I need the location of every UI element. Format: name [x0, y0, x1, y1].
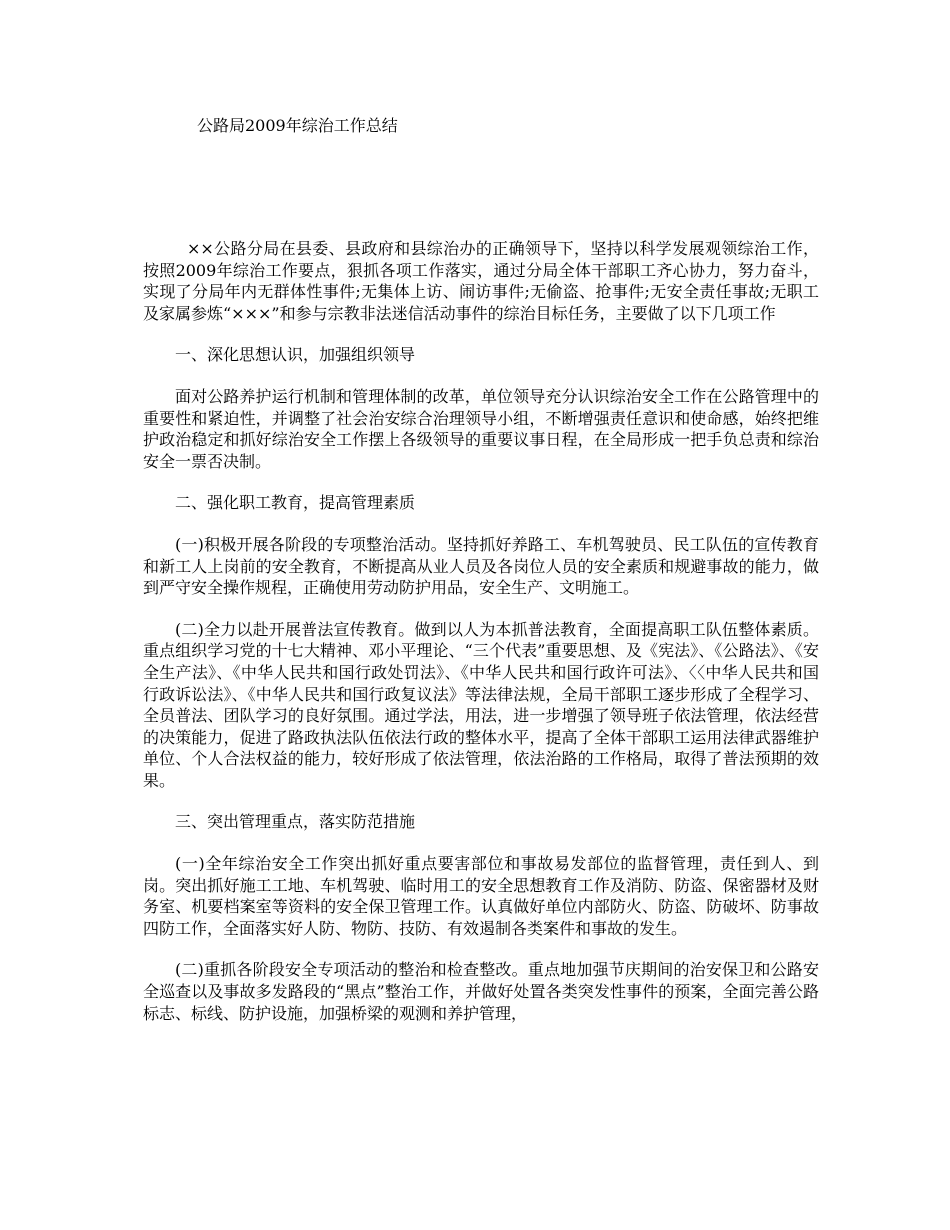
- section-3-paragraph-2: (二)重抓各阶段安全专项活动的整治和检查整改。重点地加强节庆期间的治安保卫和公路安全巡查以及事故多发路段的“黑点”整治工作，并做好处置各类突发性事件的预案，全面完善公路标志、标线、防护设施，加强桥梁的观测和养护管理，: [143, 960, 819, 1023]
- document-body: [143, 238, 819, 1044]
- section-3-paragraph-1: (一)全年综治安全工作突出抓好重点要害部位和事故易发部位的监督管理，责任到人、到岗。突出抓好施工工地、车机驾驶、临时用工的安全思想教育工作及消防、防盗、保密器材及财务室、机要档案室等资料的安全保卫管理工作。认真做好单位内部防火、防盗、防破坏、防事故四防工作，全面落实好人防、物防、技防、有效遏制各类案件和事故的发生。: [143, 854, 819, 938]
- section-1-heading: 一、深化思想认识，加强组织领导: [175, 345, 416, 365]
- section-3-heading: 三、突出管理重点，落实防范措施: [175, 812, 416, 832]
- section-1-paragraph-1: 面对公路养护运行机制和管理体制的改革，单位领导充分认识综治安全工作在公路管理中的重要性和紧迫性，并调整了社会治安综合治理领导小组，不断增强责任意识和使命感，始终把维护政治稳定和抓好综治安全工作摆上各级领导的重要议事日程，在全局形成一把手负总责和综治安全一票否决制。: [143, 386, 819, 471]
- section-2-paragraph-1: (一)积极开展各阶段的专项整治活动。坚持抓好养路工、车机驾驶员、民工队伍的宣传教育和新工人上岗前的安全教育，不断提高从业人员及各岗位人员的安全素质和规避事故的能力，做到严守安全操作规程，正确使用劳动防护用品，安全生产、文明施工。: [143, 534, 819, 598]
- section-2-heading: 二、强化职工教育，提高管理素质: [175, 493, 416, 513]
- intro-paragraph: ××公路分局在县委、县政府和县综治办的正确领导下，坚持以科学发展观领综治工作，按照2009年综治工作要点，狠抓各项工作落实，通过分局全体干部职工齐心协力，努力奋斗，实现了分局年内无群体性事件;无集体上访、闹访事件;无偷盗、抢事件;无安全责任事故;无职工及家属参炼“×××”和参与宗教非法迷信活动事件的综治目标任务，主要做了以下几项工作: [143, 239, 819, 323]
- section-2-paragraph-2: (二)全力以赴开展普法宣传教育。做到以人为本抓普法教育，全面提高职工队伍整体素质。重点组织学习党的十七大精神、邓小平理论、“三个代表”重要思想、及《宪法》、《公路法》、《安全生产法》、《中华人民共和国行政处罚法》、《中华人民共和国行政许可法》、〈〈中华人民共和国行政诉讼法》、《中华人民共和国行政复议法》等法律法规，全局干部职工逐步形成了全程学习、全员普法、团队学习的良好氛围。通过学法，用法，进一步增强了领导班子依法管理，依法经营的决策能力，促进了路政执法队伍依法行政的整体水平，提高了全体干部职工运用法律武器维护单位、个人合法权益的能力，较好形成了依法管理，依法治路的工作格局，取得了普法预期的效果。: [143, 619, 819, 790]
- document-title: 公路局2009年综治工作总结: [197, 116, 398, 135]
